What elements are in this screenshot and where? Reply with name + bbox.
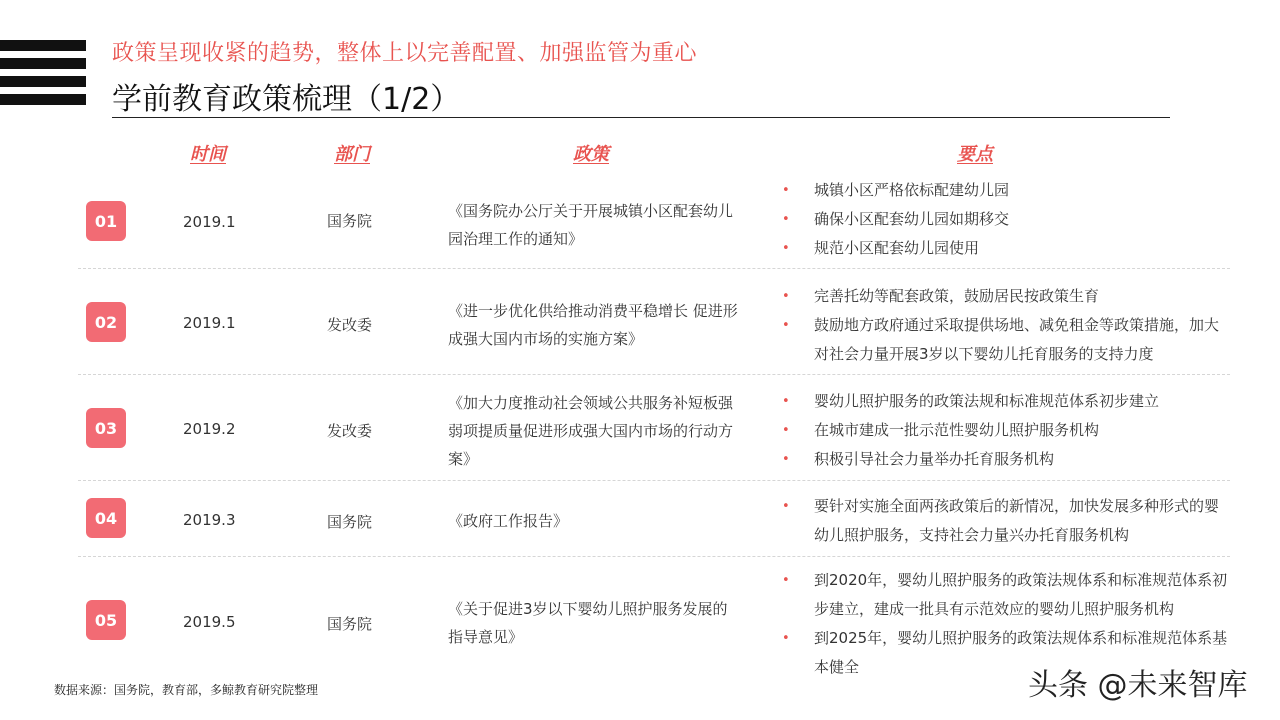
point-item: • 积极引导社会力量举办托育服务机构 xyxy=(778,445,1233,474)
table-row xyxy=(78,176,1230,268)
row-time: 2019.2 xyxy=(183,420,236,438)
row-dept: 国务院 xyxy=(327,513,373,531)
row-points xyxy=(778,387,1233,474)
row-dept: 发改委 xyxy=(327,422,373,440)
point-item: • 到2025年，婴幼儿照护服务的政策法规体系和标准规范体系基本健全 xyxy=(778,624,1233,682)
point-item: • 鼓励地方政府通过采取提供场地、减免租金等政策措施，加大对社会力量开展3岁以下婴幼儿托育服务的支持力度 xyxy=(778,311,1233,369)
row-policy: 《关于促进3岁以下婴幼儿照护服务发展的指导意见》 xyxy=(448,600,728,646)
table-row xyxy=(78,269,1230,374)
row-number-badge: 02 xyxy=(86,302,126,342)
title-divider xyxy=(112,117,1170,118)
row-number-badge: 04 xyxy=(86,498,126,538)
row-dept: 国务院 xyxy=(327,615,373,633)
row-time: 2019.5 xyxy=(183,613,236,631)
page-title: 学前教育政策梳理（1/2） xyxy=(112,82,461,117)
point-item: • 到2020年，婴幼儿照护服务的政策法规体系和标准规范体系初步建立，建成一批具有示范效应的婴幼儿照护服务机构 xyxy=(778,566,1233,624)
row-points xyxy=(778,282,1233,369)
row-policy: 《国务院办公厅关于开展城镇小区配套幼儿园治理工作的通知》 xyxy=(448,202,734,248)
point-item: • 规范小区配套幼儿园使用 xyxy=(778,234,1233,263)
row-policy: 《政府工作报告》 xyxy=(448,512,569,530)
data-source-note: 数据来源：国务院，教育部，多鲸教育研究院整理 xyxy=(54,683,319,697)
page-subtitle: 政策呈现收紧的趋势，整体上以完善配置、加强监管为重心 xyxy=(112,41,698,66)
table-row xyxy=(78,557,1230,677)
logo-stripes xyxy=(0,40,86,112)
row-dept: 国务院 xyxy=(327,212,373,230)
row-time: 2019.3 xyxy=(183,511,236,529)
row-dept: 发改委 xyxy=(327,316,373,334)
point-item: • 确保小区配套幼儿园如期移交 xyxy=(778,205,1233,234)
column-header-policy: 政策 xyxy=(573,144,609,165)
point-item: • 在城市建成一批示范性婴幼儿照护服务机构 xyxy=(778,416,1233,445)
point-item: • 要针对实施全面两孩政策后的新情况，加快发展多种形式的婴幼儿照护服务，支持社会力量兴办托育服务机构 xyxy=(778,492,1233,550)
row-points xyxy=(778,176,1233,263)
row-number-badge: 05 xyxy=(86,600,126,640)
row-policy: 《进一步优化供给推动消费平稳增长 促进形成强大国内市场的实施方案》 xyxy=(448,302,738,348)
point-item: • 完善托幼等配套政策，鼓励居民按政策生育 xyxy=(778,282,1233,311)
row-policy: 《加大力度推动社会领域公共服务补短板强弱项提质量促进形成强大国内市场的行动方案》 xyxy=(448,394,734,468)
column-header-dept: 部门 xyxy=(334,144,370,165)
row-number-badge: 01 xyxy=(86,201,126,241)
point-item: • 婴幼儿照护服务的政策法规和标准规范体系初步建立 xyxy=(778,387,1233,416)
table-row xyxy=(78,481,1230,556)
point-item: • 城镇小区严格依标配建幼儿园 xyxy=(778,176,1233,205)
watermark: 头条 @未来智库 xyxy=(1020,660,1256,704)
column-header-points: 要点 xyxy=(957,144,993,165)
column-header-time: 时间 xyxy=(190,144,226,165)
row-number-badge: 03 xyxy=(86,408,126,448)
row-time: 2019.1 xyxy=(183,314,236,332)
row-time: 2019.1 xyxy=(183,213,236,231)
table-row xyxy=(78,375,1230,480)
row-points xyxy=(778,492,1233,550)
